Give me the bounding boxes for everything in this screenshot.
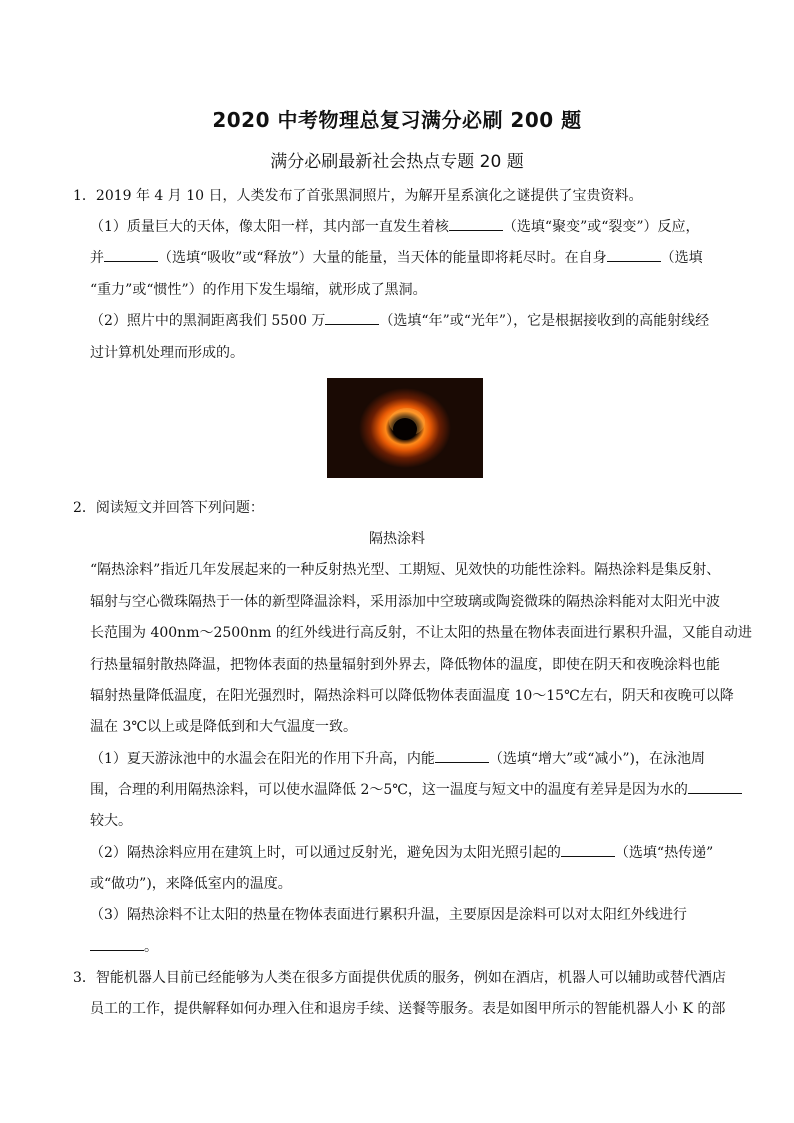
q2-part2-line1 <box>90 843 713 863</box>
answer-blank[interactable] <box>435 750 489 763</box>
answer-blank[interactable] <box>104 249 158 262</box>
q2-article-line5: 辐射热量降低温度，在阳光强烈时，隔热涂料可以降低物体表面温度 10～15℃左右，阴天和夜晚可以降 <box>90 688 734 704</box>
answer-blank[interactable] <box>688 781 742 794</box>
q2-p2-text-b: （选填“热传递” <box>614 845 714 861</box>
q2-article-line4: 行热量辐射散热降温，把物体表面的热量辐射到外界去，降低物体的温度，即使在阴天和夜晚涂料也能 <box>90 657 720 673</box>
q2-stem: 2．阅读短文并回答下列问题： <box>73 500 264 516</box>
q2-p1-text-c: 围，合理的利用隔热涂料，可以使水温降低 2～5℃，这一温度与短文中的温度有差异是因为水的 <box>90 782 688 798</box>
page-title: 2020 中考物理总复习满分必刷 200 题 <box>212 108 582 132</box>
q2-p2-text-a: （2）隔热涂料应用在建筑上时，可以通过反射光，避免因为太阳光照引起的 <box>90 845 561 861</box>
q1-p1-text-d: （选填“吸收”或“释放”）大量的能量，当天体的能量即将耗尽时。在自身 <box>158 250 607 266</box>
q2-p1-text-a: （1）夏天游泳池中的水温会在阳光的作用下升高，内能 <box>90 751 435 767</box>
answer-blank[interactable] <box>561 844 615 857</box>
q1-part2-line2: 过计算机处理而形成的。 <box>90 345 244 361</box>
q1-part1-line2 <box>90 248 703 268</box>
q2-p1-text-b: （选填“增大”或“减小”)，在泳池周 <box>488 751 705 767</box>
q1-part1-line1 <box>90 217 700 237</box>
q1-part1-line3: “重力”或“惯性”）的作用下发生塌缩，就形成了黑洞。 <box>90 282 427 298</box>
q2-p3-text-b: 。 <box>144 939 158 955</box>
q1-p1-text-c: 并 <box>90 250 104 266</box>
q2-part2-line2: 或“做功”)，来降低室内的温度。 <box>90 876 292 892</box>
page-subtitle: 满分必刷最新社会热点专题 20 题 <box>270 152 524 172</box>
q3-line2: 员工的工作，提供解释如何办理入住和退房手续、送餐等服务。表是如图甲所示的智能机器人小 K 的部 <box>90 1001 726 1017</box>
q2-article-line3: 长范围为 400nm～2500nm 的红外线进行高反射，不让太阳的热量在物体表面进行累积升温，又能自动进 <box>90 625 752 641</box>
q1-stem: 1．2019 年 4 月 10 日，人类发布了首张黑洞照片，为解开星系演化之谜提供了宝贵资料。 <box>73 188 643 204</box>
q2-part3-line2 <box>90 937 158 957</box>
q2-article-line2: 辐射与空心微珠隔热于一体的新型降温涂料，采用添加中空玻璃或陶瓷微珠的隔热涂料能对太阳光中波 <box>90 594 720 610</box>
q3-line1: 3．智能机器人目前已经能够为人类在很多方面提供优质的服务，例如在酒店，机器人可以辅助或替代酒店 <box>73 970 726 986</box>
answer-blank[interactable] <box>607 249 661 262</box>
q1-p2-text-b: （选填“年”或“光年”），它是根据接收到的高能射线经 <box>379 313 710 329</box>
q2-part1-line2 <box>90 780 742 800</box>
q1-p1-text-b: （选填“聚变”或“裂变”）反应， <box>502 219 700 235</box>
answer-blank[interactable] <box>449 218 503 231</box>
q2-article-title: 隔热涂料 <box>369 531 425 547</box>
answer-blank[interactable] <box>325 312 379 325</box>
black-hole-image <box>327 378 483 478</box>
q1-p1-text-a: （1）质量巨大的天体，像太阳一样，其内部一直发生着核 <box>90 219 449 235</box>
q1-p2-text-a: （2）照片中的黑洞距离我们 5500 万 <box>90 313 326 329</box>
q2-part3-line1: （3）隔热涂料不让太阳的热量在物体表面进行累积升温，主要原因是涂料可以对太阳红外线进行 <box>90 907 687 923</box>
q2-article-line1: “隔热涂料”指近几年发展起来的一种反射热光型、工期短、见效快的功能性涂料。隔热涂料是集反射、 <box>90 562 721 578</box>
q2-part1-line1 <box>90 749 705 769</box>
q1-p1-text-e: （选填 <box>660 250 703 266</box>
q1-part2-line1 <box>90 311 709 331</box>
answer-blank[interactable] <box>90 938 144 951</box>
q2-article-line6: 温在 3℃以上或是降低到和大气温度一致。 <box>90 719 358 735</box>
black-hole-photo <box>327 378 483 478</box>
q2-part1-line3: 较大。 <box>90 813 132 829</box>
